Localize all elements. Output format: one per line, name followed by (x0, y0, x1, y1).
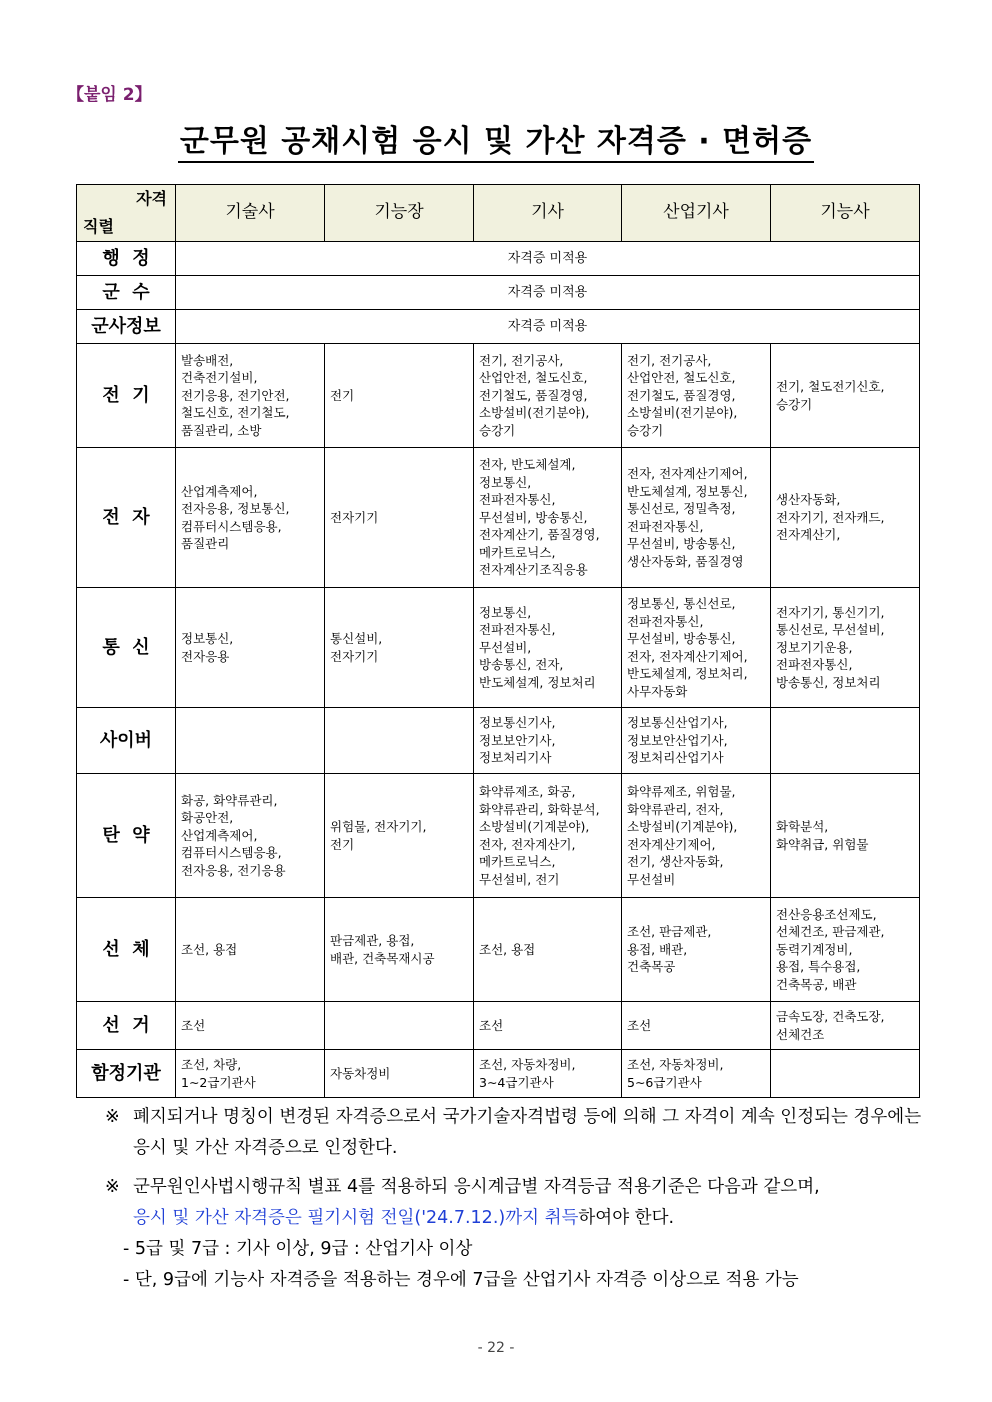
table-header-row (77, 185, 920, 242)
row-label: 함정기관 (77, 1050, 176, 1098)
table-row (77, 708, 920, 774)
table-cell: 금속도장, 건축도장, 선체건조 (771, 1002, 920, 1050)
page-number: - 22 - (477, 1340, 515, 1356)
column-header: 기사 (474, 185, 622, 242)
table-cell: 전기, 전기공사, 산업안전, 철도신호, 전기철도, 품질경영, 소방설비(전기분야), 승강기 (474, 344, 622, 448)
row-label: 전 자 (77, 448, 176, 588)
table-cell: 전자, 전자계산기제어, 반도체설계, 정보통신, 통신선로, 정밀측정, 전파전자통신, 무선설비, 방송통신, 생산자동화, 품질경영 (622, 448, 771, 588)
table-cell: 위험물, 전자기기, 전기 (325, 774, 474, 898)
table-cell: 조선 (474, 1002, 622, 1050)
note-1 (105, 1102, 925, 1164)
table-cell (771, 708, 920, 774)
table-row (77, 310, 920, 344)
table-cell: 전산응용조선제도, 선체건조, 판금제관, 동력기계정비, 용접, 특수용접, 건축목공, 배관 (771, 898, 920, 1002)
table-row (77, 774, 920, 898)
table-row (77, 898, 920, 1002)
table-cell: 산업계측제어, 전자응용, 정보통신, 컴퓨터시스템응용, 품질관리 (176, 448, 325, 588)
column-header: 기능장 (325, 185, 474, 242)
table-row (77, 448, 920, 588)
table-cell: 판금제관, 용접, 배관, 건축목재시공 (325, 898, 474, 1002)
not-applicable-cell: 자격증 미적용 (176, 310, 920, 344)
table-cell: 화공, 화약류관리, 화공안전, 산업계측제어, 컴퓨터시스템응용, 전자응용, 전기응용 (176, 774, 325, 898)
table-cell: 정보통신, 전파전자통신, 무선설비, 방송통신, 전자, 반도체설계, 정보처리 (474, 588, 622, 708)
table-cell (325, 708, 474, 774)
not-applicable-cell: 자격증 미적용 (176, 276, 920, 310)
not-applicable-cell: 자격증 미적용 (176, 242, 920, 276)
row-label: 사이버 (77, 708, 176, 774)
table-cell: 조선, 용접 (176, 898, 325, 1002)
row-label: 선 체 (77, 898, 176, 1002)
table-cell: 전자기기, 통신기기, 통신선로, 무선설비, 정보기기운용, 전파전자통신, 방송통신, 정보처리 (771, 588, 920, 708)
table-cell: 조선, 용접 (474, 898, 622, 1002)
table-row (77, 588, 920, 708)
attachment-label: 【붙임 2】 (67, 85, 152, 105)
table-cell: 생산자동화, 전자기기, 전자캐드, 전자계산기, (771, 448, 920, 588)
certificate-table (76, 184, 920, 1098)
row-label: 통 신 (77, 588, 176, 708)
column-header: 기술사 (176, 185, 325, 242)
corner-label-qualification: 자격 (136, 189, 167, 208)
table-row (77, 1002, 920, 1050)
note-1-text: 폐지되거나 명칭이 변경된 자격증으로서 국가기술자격법령 등에 의해 그 자격이 계속 인정되는 경우에는 응시 및 가산 자격증으로 인정한다. (133, 1107, 922, 1158)
table-cell: 전자, 반도체설계, 정보통신, 전파전자통신, 무선설비, 방송통신, 전자계산기, 품질경영, 메카트로닉스, 전자계산기조직응용 (474, 448, 622, 588)
table-cell: 전기, 철도전기신호, 승강기 (771, 344, 920, 448)
table-cell: 조선, 판금제관, 용접, 배관, 건축목공 (622, 898, 771, 1002)
table-cell (176, 708, 325, 774)
note-mark: ※ (105, 1177, 120, 1197)
table-cell: 정보통신, 전자응용 (176, 588, 325, 708)
page-title-wrap (0, 116, 992, 160)
table-cell: 자동차정비 (325, 1050, 474, 1098)
table-cell: 통신설비, 전자기기 (325, 588, 474, 708)
table-row (77, 276, 920, 310)
corner-label-series: 직렬 (83, 216, 114, 236)
table-cell: 전자기기 (325, 448, 474, 588)
row-label: 군사정보 (77, 310, 176, 344)
table-cell: 조선 (176, 1002, 325, 1050)
table-row (77, 1050, 920, 1098)
table-cell: 화약류제조, 화공, 화약류관리, 화학분석, 소방설비(기계분야), 전자, 전자계산기, 메카트로닉스, 무선설비, 전기 (474, 774, 622, 898)
note-2-highlight: 응시 및 가산 자격증은 필기시험 전일('24.7.12.)까지 취득 (133, 1208, 579, 1228)
row-label: 군 수 (77, 276, 176, 310)
note-2-text (105, 1172, 925, 1234)
table-cell: 화학분석, 화약취급, 위험물 (771, 774, 920, 898)
row-label: 탄 약 (77, 774, 176, 898)
table-cell (325, 1002, 474, 1050)
table-row (77, 242, 920, 276)
table-cell: 조선 (622, 1002, 771, 1050)
table-cell (771, 1050, 920, 1098)
table-cell: 발송배전, 건축전기설비, 전기응용, 전기안전, 철도신호, 전기철도, 품질관리, 소방 (176, 344, 325, 448)
table-cell: 정보통신산업기사, 정보보안산업기사, 정보처리산업기사 (622, 708, 771, 774)
row-label: 행 정 (77, 242, 176, 276)
table-cell: 화약류제조, 위험물, 화약류관리, 전자, 소방설비(기계분야), 전자계산기제어, 전기, 생산자동화, 무선설비 (622, 774, 771, 898)
table-corner-cell (77, 185, 176, 242)
notes-section (105, 1102, 925, 1304)
row-label: 선 거 (77, 1002, 176, 1050)
note-2 (105, 1172, 925, 1296)
table-cell: 정보통신기사, 정보보안기사, 정보처리기사 (474, 708, 622, 774)
table-cell: 정보통신, 통신선로, 전파전자통신, 무선설비, 방송통신, 전자, 전자계산기제어, 반도체설계, 정보처리, 사무자동화 (622, 588, 771, 708)
row-label: 전 기 (77, 344, 176, 448)
table-cell: 조선, 차량, 1∼2급기관사 (176, 1050, 325, 1098)
page-title: 군무원 공채시험 응시 및 가산 자격증 · 면허증 (178, 124, 814, 163)
table-cell: 전기, 전기공사, 산업안전, 철도신호, 전기철도, 품질경영, 소방설비(전기분야), 승강기 (622, 344, 771, 448)
column-header: 기능사 (771, 185, 920, 242)
note-2-tail: 하여야 한다. (578, 1208, 675, 1228)
note-bullet-2: - 단, 9급에 기능사 자격증을 적용하는 경우에 7급을 산업기사 자격증 이상으로 적용 가능 (123, 1270, 799, 1290)
table-cell: 조선, 자동차정비, 5∼6급기관사 (622, 1050, 771, 1098)
column-header: 산업기사 (622, 185, 771, 242)
note-mark: ※ (105, 1107, 120, 1127)
note-2-main: 군무원인사법시행규칙 별표 4를 적용하되 응시계급별 자격등급 적용기준은 다음과 같으며, (133, 1177, 820, 1197)
table-cell: 전기 (325, 344, 474, 448)
table-row (77, 344, 920, 448)
table-cell: 조선, 자동차정비, 3∼4급기관사 (474, 1050, 622, 1098)
note-bullet-1: - 5급 및 7급 : 기사 이상, 9급 : 산업기사 이상 (123, 1239, 473, 1259)
